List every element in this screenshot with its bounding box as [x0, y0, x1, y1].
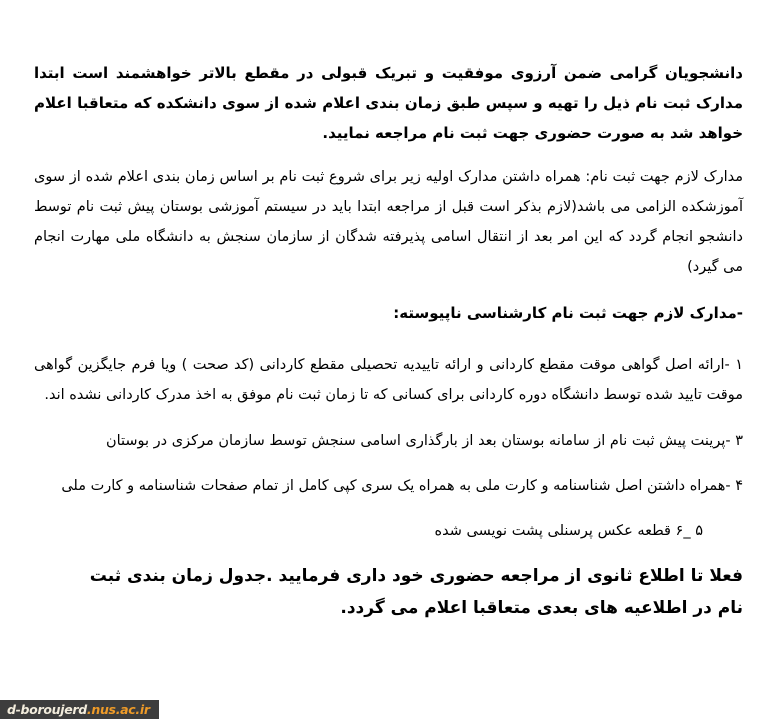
closing-paragraph: فعلا تا اطلاع ثانوی از مراجعه حضوری خود داری فرمایید .جدول زمان بندی ثبت نام در اطلاعیه های بعدی متعاقبا اعلام می گردد. — [89, 566, 743, 618]
requirement-item-1: ۱ -ارائه اصل گواهی موقت مقطع کاردانی و ارائه تاییدیه تحصیلی مقطع کاردانی (کد صحت ) ویا فرم جایگزین گواهی موقت تایید شده توسط دانشگاه دوره کاردانی برای کسانی که تا زمان ثبت نام موفق به اخذ مدرک کاردانی نشده اند. — [34, 357, 743, 403]
requirement-item-5: ۵ _۶ قطعه عکس پرسنلی پشت نویسی شده — [434, 523, 703, 539]
website-watermark-badge — [0, 700, 159, 719]
document-body — [34, 58, 743, 624]
watermark-domain-prefix: d-boroujerd — [7, 702, 87, 717]
section-heading: -مدارک لازم جهت ثبت نام کارشناسی ناپیوسته: — [393, 304, 743, 322]
requirement-item-4: ۴ -همراه داشتن اصل شناسنامه و کارت ملی به همراه یک سری کپی کامل از تمام صفحات شناسنامه و کارت ملی — [61, 478, 743, 494]
intro-paragraph: دانشجویان گرامی ضمن آرزوی موفقیت و تبریک قبولی در مقطع بالاتر خواهشمند است ابتدا مدارک ثبت نام ذیل را تهیه و سپس طبق زمان بندی اعلام شده از سوی دانشکده که متعاقبا اعلام خواهد شد به صورت حضوری جهت ثبت نام مراجعه نمایید. — [34, 64, 743, 142]
requirement-item-3: ۳ -پرینت پیش ثبت نام از سامانه بوستان بعد از بارگذاری اسامی سنجش توسط سازمان مرکزی در بوستان — [105, 433, 743, 449]
watermark-domain-suffix: .nus.ac.ir — [86, 702, 150, 717]
requirements-intro-paragraph: مدارک لازم جهت ثبت نام: همراه داشتن مدارک اولیه زیر برای شروع ثبت نام بر اساس زمان بندی اعلام شده از سوی آموزشکده الزامی می باشد(لازم بذکر است قبل از مراجعه ابتدا باید در سیستم آموزشی بوستان پیش ثبت نام توسط دانشجو انجام گردد که این امر بعد از انتقال اسامی پذیرفته شدگان از سازمان سنجش به دانشگاه ملی مهارت انجام می گیرد) — [34, 169, 743, 275]
